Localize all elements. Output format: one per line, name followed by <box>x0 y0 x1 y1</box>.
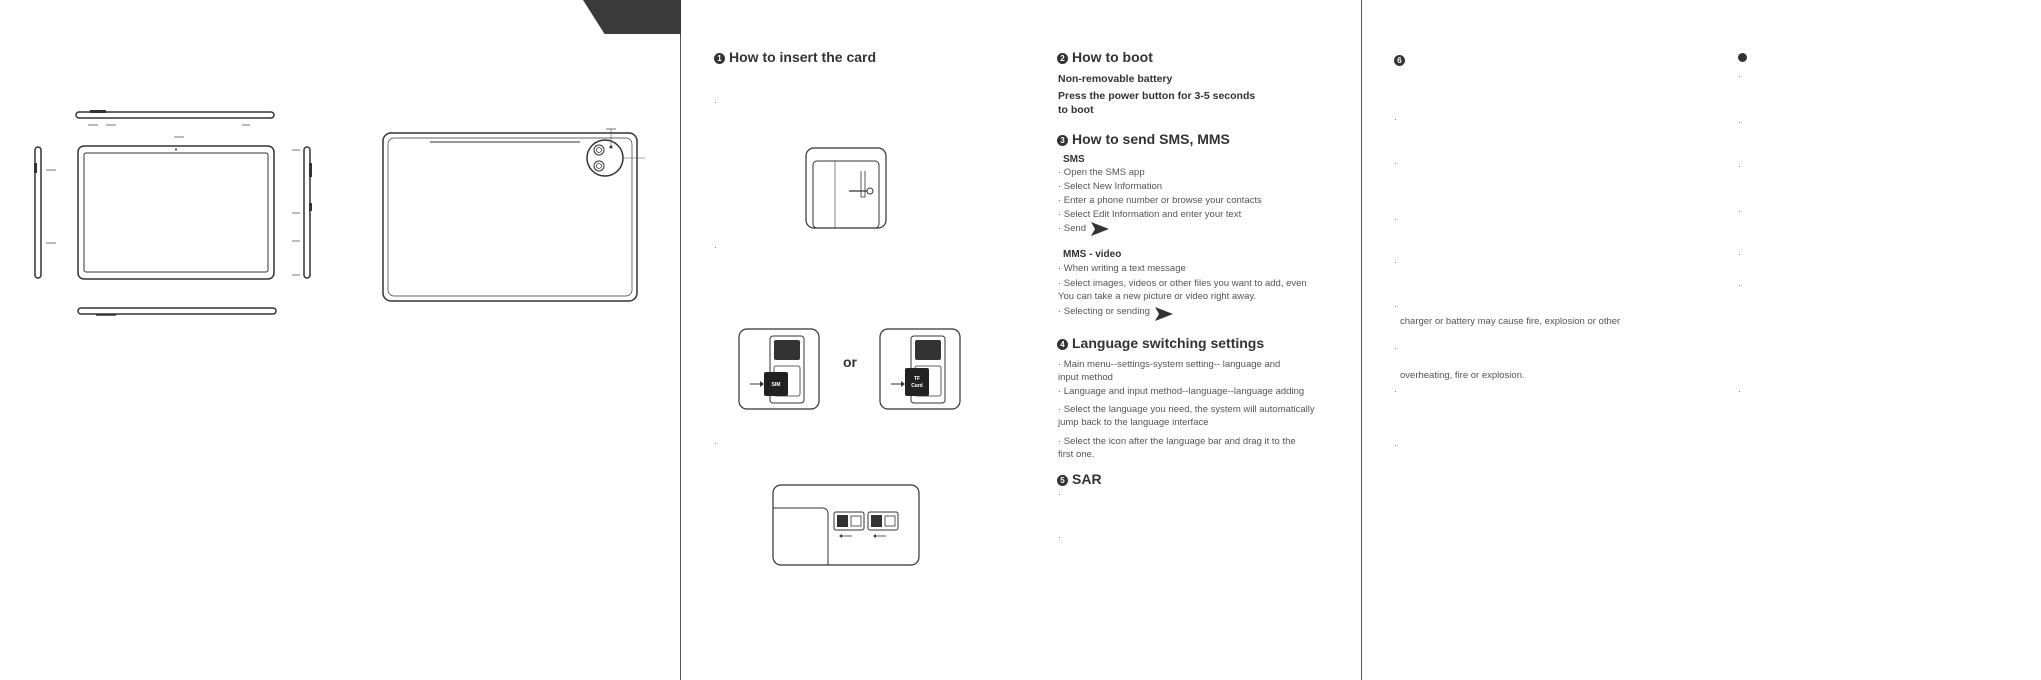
boot-power-line-2: to boot <box>1058 104 1094 116</box>
bullet-dot: · <box>714 242 717 252</box>
tablet-right-side-view <box>288 145 318 280</box>
bullet-dot: · <box>1738 206 1741 216</box>
step-number-5: 5 <box>1057 475 1068 486</box>
boot-heading-text: How to boot <box>1072 49 1153 65</box>
list-item: You can take a new picture or video right away. <box>1058 291 1257 302</box>
bullet-dot: · <box>1738 386 1741 396</box>
bullet-dot: · <box>1058 489 1061 499</box>
list-item: first one. <box>1058 449 1095 460</box>
tf-chip-label-2: Card <box>911 383 923 389</box>
safety-charger-line: charger or battery may cause fire, explosion or other <box>1400 316 1621 327</box>
list-item: · Enter a phone number or browse your contacts <box>1058 195 1262 206</box>
sms-subtitle: SMS <box>1063 154 1085 165</box>
tablet-top-edge-view <box>70 105 280 135</box>
bullet-dot: · <box>1738 71 1741 81</box>
safety-overheating-line: overheating, fire or explosion. <box>1400 370 1525 381</box>
tf-card-tray-illustration <box>879 328 961 410</box>
bullet-dot: · <box>1738 117 1741 127</box>
step-number-1: 1 <box>714 53 725 64</box>
sms-heading <box>1057 131 1230 147</box>
list-item: jump back to the language interface <box>1058 417 1209 428</box>
list-item: · Send <box>1058 223 1086 234</box>
tablet-left-side-view <box>30 145 60 280</box>
bullet-dot: · <box>1394 440 1397 450</box>
boot-heading <box>1057 49 1153 65</box>
mms-subtitle: MMS - video <box>1063 249 1122 260</box>
list-item: · Select Edit Information and enter your text <box>1058 209 1242 220</box>
tablet-bottom-edge-view <box>76 305 280 319</box>
safety-heading <box>1394 51 1409 67</box>
insert-card-heading-text: How to insert the card <box>729 49 877 65</box>
list-item: · Select the icon after the language bar and drag it to the <box>1058 436 1296 447</box>
bullet-dot: · <box>1394 386 1397 396</box>
bullet-dot: · <box>714 438 717 448</box>
bullet-dot: · <box>1394 214 1397 224</box>
panel-divider-2 <box>1361 0 1362 680</box>
send-arrow-icon <box>1090 221 1110 237</box>
bullet-dot: · <box>1394 343 1397 353</box>
bullet-dot: · <box>1394 158 1397 168</box>
sms-heading-text: How to send SMS, MMS <box>1072 131 1230 147</box>
step-number-4: 4 <box>1057 339 1068 350</box>
boot-battery-line: Non-removable battery <box>1058 73 1173 85</box>
bullet-dot: · <box>1394 257 1397 267</box>
bullet-dot: · <box>1394 301 1397 311</box>
tf-chip-label-1: TF <box>913 376 921 382</box>
list-item: · Selecting or sending <box>1058 306 1150 317</box>
sar-heading-text: SAR <box>1072 471 1102 487</box>
list-item: · Select images, videos or other files you want to add, even <box>1058 278 1307 289</box>
language-heading-text: Language switching settings <box>1072 335 1265 351</box>
list-item: · When writing a text message <box>1058 263 1186 274</box>
bullet-dot: · <box>1394 114 1397 124</box>
insert-card-heading <box>714 49 876 65</box>
boot-power-line: Press the power button for 3-5 seconds <box>1058 90 1256 102</box>
tray-reinsert-illustration <box>772 484 920 566</box>
step-number-3: 3 <box>1057 135 1068 146</box>
sar-heading <box>1057 471 1102 487</box>
bullet-dot: · <box>1738 280 1741 290</box>
list-item: · Select the language you need, the system will automatically <box>1058 404 1315 415</box>
list-item: · Main menu--settings-system setting-- language and <box>1058 359 1281 370</box>
tablet-back-view <box>380 125 650 305</box>
bullet-icon <box>1738 53 1747 62</box>
list-item: · Select New Information <box>1058 181 1163 192</box>
corner-tab <box>583 0 681 34</box>
sim-card-tray-illustration <box>738 328 820 410</box>
list-item: · Open the SMS app <box>1058 167 1145 178</box>
bullet-dot: · <box>1738 249 1741 259</box>
sim-chip-label: SIM <box>771 382 781 388</box>
tablet-front-view <box>76 134 280 282</box>
list-item: · Language and input method--language--language adding <box>1058 386 1305 397</box>
card-tray-eject-illustration <box>805 147 889 229</box>
step-number-2: 2 <box>1057 53 1068 64</box>
language-heading <box>1057 335 1264 351</box>
list-item: input method <box>1058 372 1113 383</box>
or-label: or <box>843 354 857 370</box>
bullet-dot: · <box>714 97 717 107</box>
bullet-dot: · <box>1738 161 1741 171</box>
bullet-dot: · <box>1058 532 1061 542</box>
step-number-6: 6 <box>1394 55 1405 66</box>
send-arrow-icon <box>1154 306 1174 322</box>
panel-divider-1 <box>680 0 681 680</box>
